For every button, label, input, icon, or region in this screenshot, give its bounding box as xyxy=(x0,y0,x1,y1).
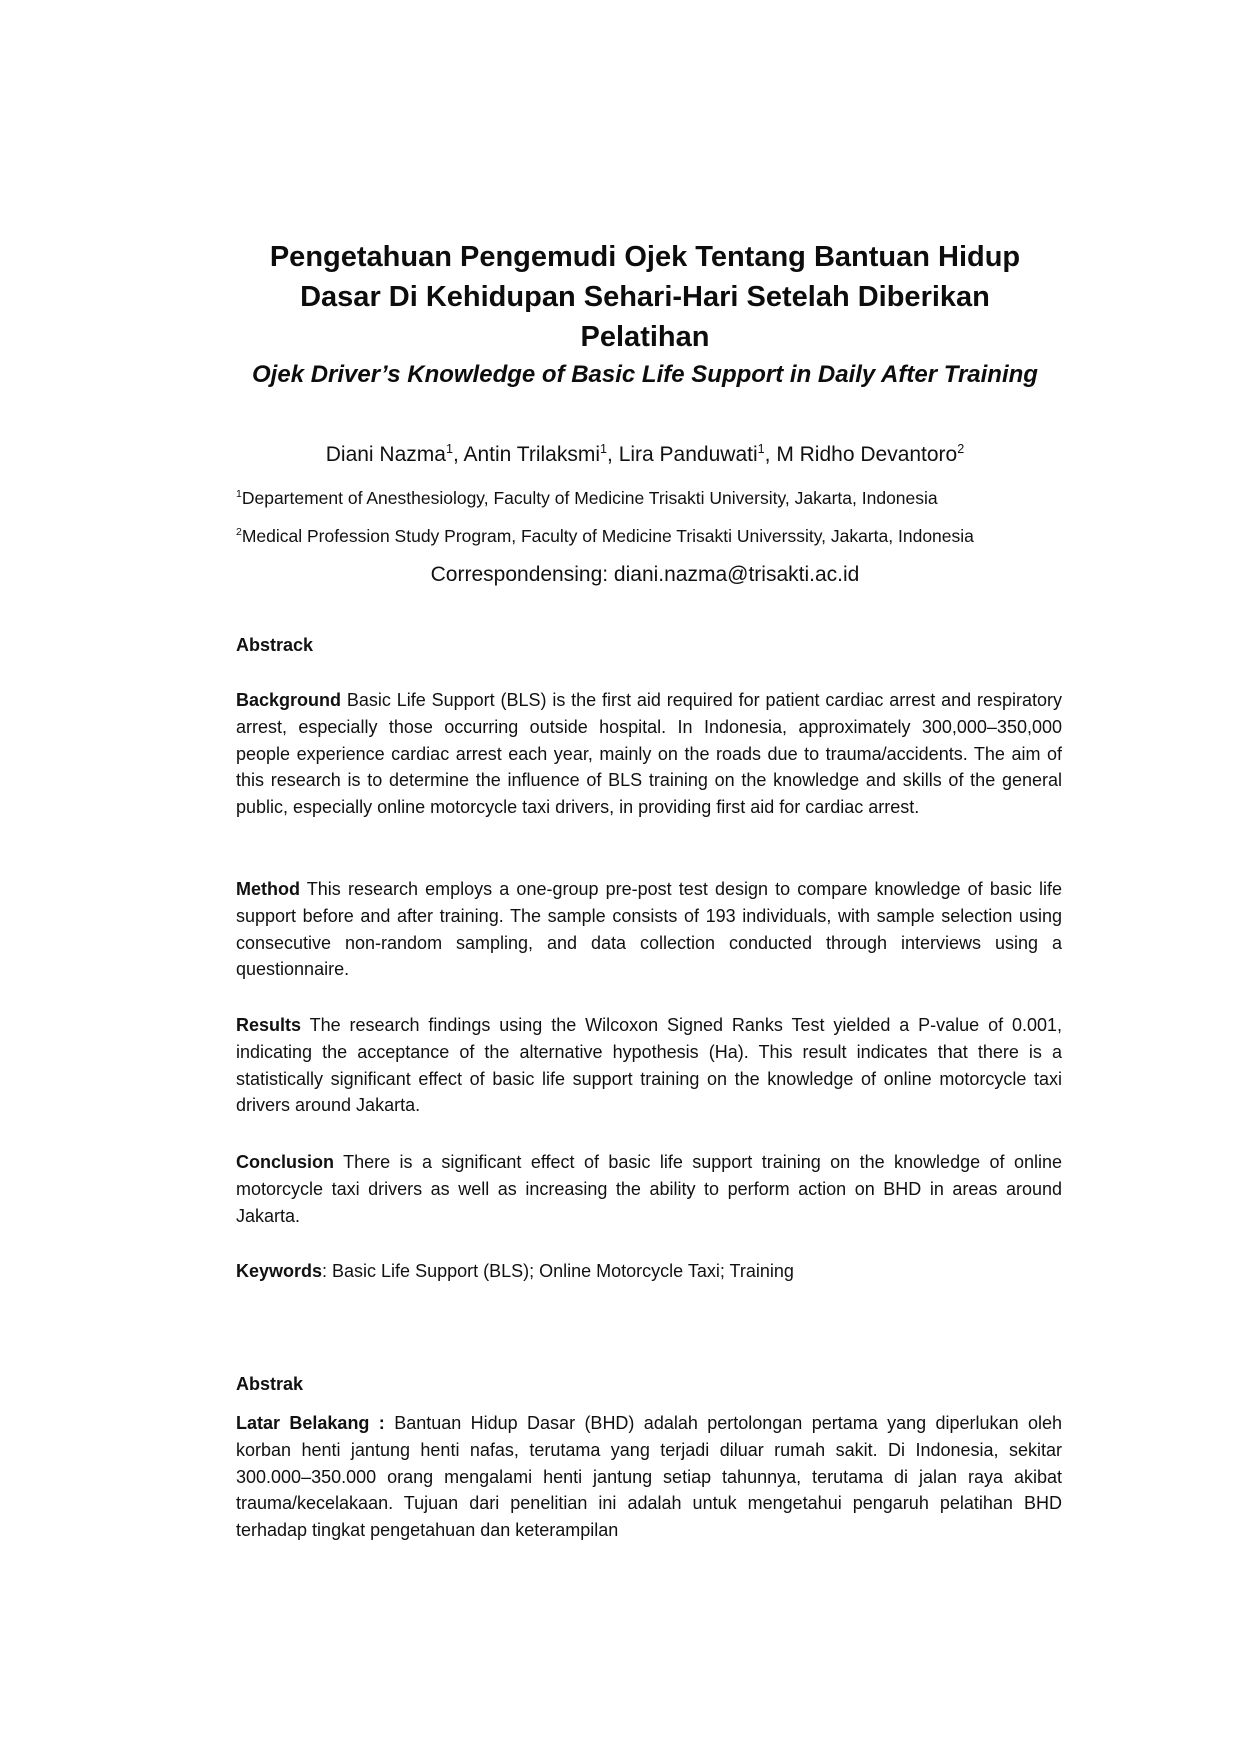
abstract-method-paragraph: Method This research employs a one-group pre-post test design to compare knowledge of basic life support before and after training. The sample consists of 193 individuals, with sample selection using consecutive non-random sampling, and data collection conducted through interviews using a questionnaire. xyxy=(236,879,1062,980)
title-line-3: Pelatihan xyxy=(580,321,710,353)
paragraph-label: Background xyxy=(236,690,342,710)
affiliation-2: $^2$Medical Profession Study Program, Faculty of Medicine Trisakti Universsity, Jakarta, Indonesia xyxy=(236,526,974,546)
author-affil-marker: 2 xyxy=(957,442,965,456)
abstract-results-paragraph: Results The research findings using the Wilcoxon Signed Ranks Test yielded a P-value of 0.001, indicating the acceptance of the alternative hypothesis (Ha). This result indicates that there is a statistically significant effect of basic life support training on the knowledge of online motorcycle taxi drivers around Jakarta. xyxy=(236,1015,1062,1116)
title-block xyxy=(230,237,1060,393)
abstract-en-heading: Abstrack xyxy=(236,635,314,655)
keywords-line: Keywords: Basic Life Support (BLS); Online Motorcycle Taxi; Training xyxy=(236,1261,794,1281)
title-line-2: Dasar Di Kehidupan Sehari-Hari Setelah Diberikan xyxy=(300,281,990,313)
author-list: Diani Nazma$^1$, Antin Trilaksmi$^1$, Lira Panduwati$^1$, M Ridho Devantoro$^2$ xyxy=(325,442,965,466)
title-line-1: Pengetahuan Pengemudi Ojek Tentang Bantuan Hidup xyxy=(269,241,1021,273)
correspondence-email: Correspondensing: diani.nazma@trisakti.ac.id xyxy=(430,563,860,586)
author-affil-marker: 1 xyxy=(445,442,453,456)
affiliation-1: $^1$Departement of Anesthesiology, Faculty of Medicine Trisakti University, Jakarta, Indonesia xyxy=(236,488,938,508)
author-name: Diani Nazma xyxy=(325,443,446,466)
paragraph-label: Results xyxy=(236,1015,302,1035)
author-affil-marker: 1 xyxy=(757,442,765,456)
paragraph-label: Keywords xyxy=(236,1261,323,1281)
english-subtitle: Ojek Driver’s Knowledge of Basic Life Support in Daily After Training xyxy=(252,361,1038,388)
author-name: Lira Panduwati xyxy=(618,443,758,466)
paragraph-label: Conclusion xyxy=(236,1152,334,1172)
abstract-id-heading: Abstrak xyxy=(236,1374,304,1394)
author-affil-marker: 1 xyxy=(600,442,608,456)
paragraph-label: Method xyxy=(236,879,300,899)
paragraph-label: Latar Belakang : xyxy=(236,1413,385,1433)
abstract-conclusion-paragraph: Conclusion There is a significant effect of basic life support training on the knowledge of online motorcycle taxi drivers as well as increasing the ability to perform action on BHD in areas around Jakarta. xyxy=(236,1152,1062,1226)
author-name: M Ridho Devantoro xyxy=(776,443,958,466)
abstract-background-paragraph: Background Basic Life Support (BLS) is the first aid required for patient cardiac arrest and respiratory arrest, especially those occurring outside hospital. In Indonesia, approximately 300,000–350,000 people experience cardiac arrest each year, mainly on the roads due to trauma/accidents. The aim of this research is to determine the influence of BLS training on the knowledge and skills of the general public, especially online motorcycle taxi drivers, in providing first aid for cardiac arrest. xyxy=(236,690,1062,818)
author-name: Antin Trilaksmi xyxy=(463,443,601,466)
abstrak-latar-belakang-paragraph: Latar Belakang : Bantuan Hidup Dasar (BHD) adalah pertolongan pertama yang diperlukan oleh korban henti jantung henti nafas, terutama yang terjadi diluar rumah sakit. Di Indonesia, sekitar 300.000–350.000 orang mengalami henti jantung setiap tahunnya, terutama di jalan raya akibat trauma/kecelakaan. Tujuan dari penelitian ini adalah untuk mengetahui pengaruh pelatihan BHD terhadap tingkat pengetahuan dan keterampilan xyxy=(236,1413,1062,1541)
